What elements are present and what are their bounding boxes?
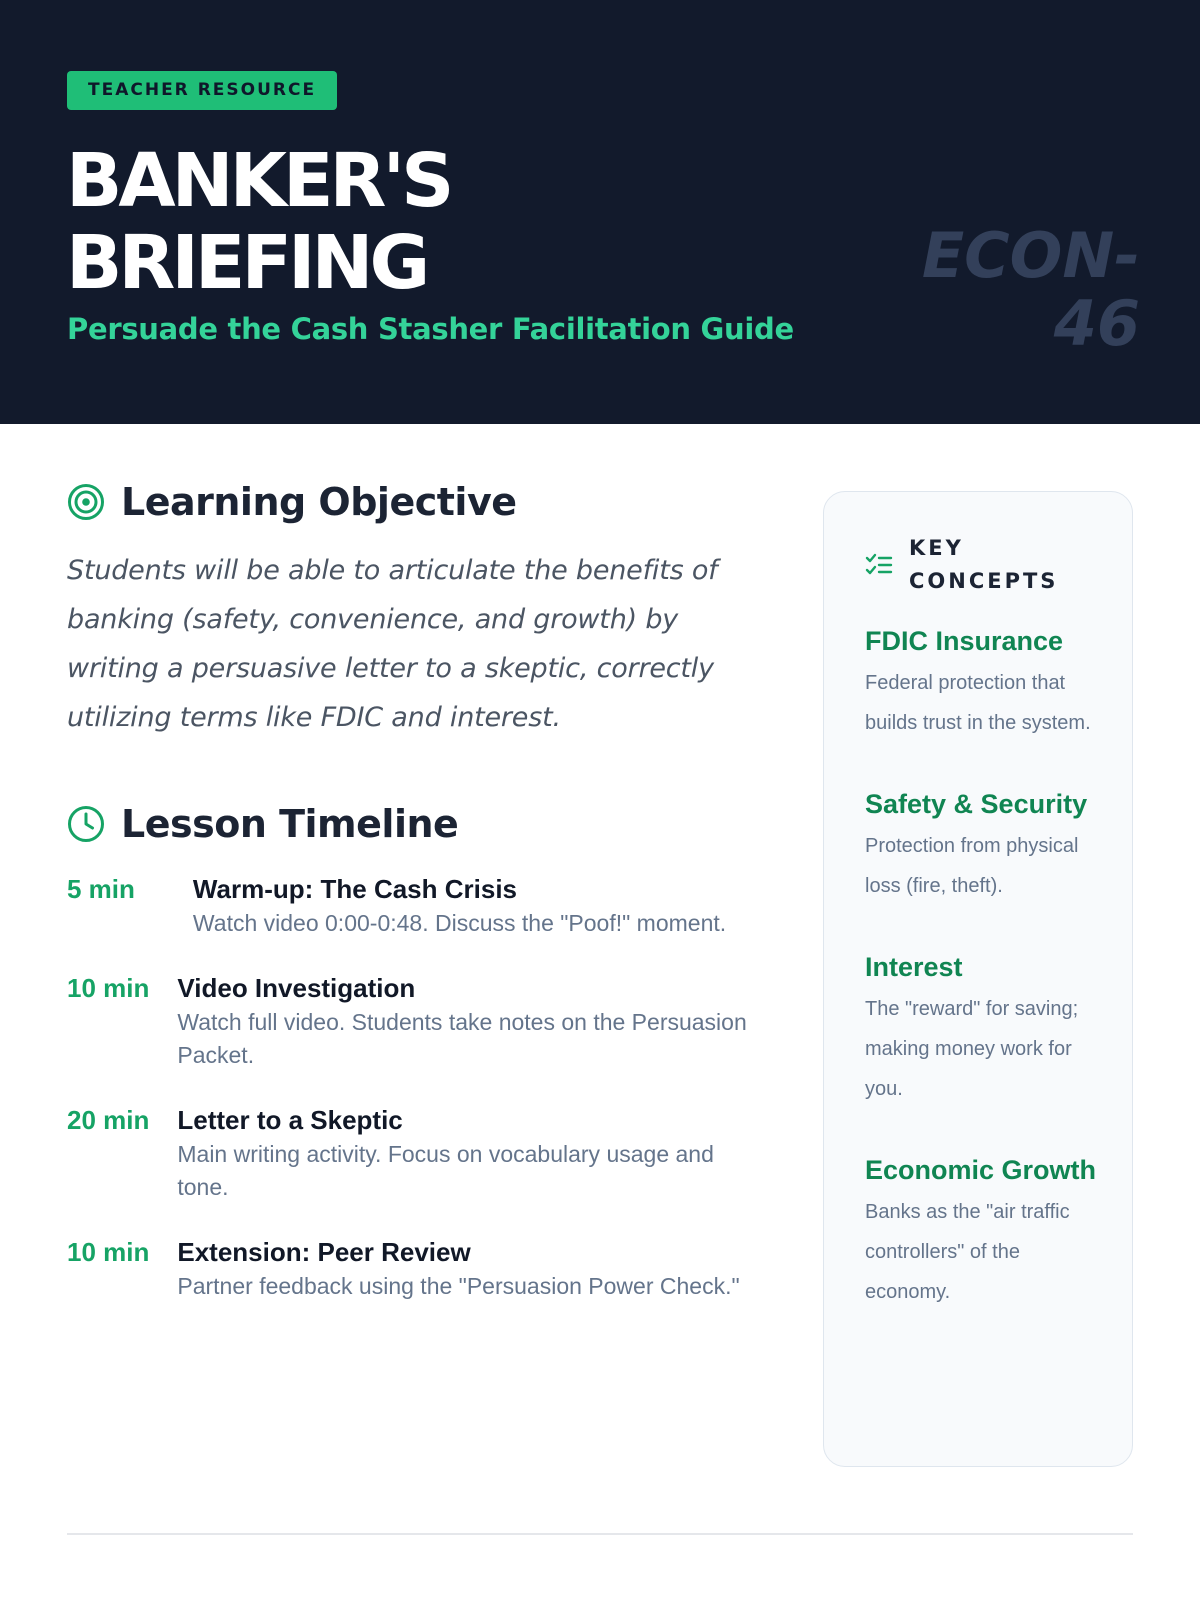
timeline-body	[177, 1235, 767, 1303]
header-banner	[0, 0, 1200, 424]
timeline-title: Warm-up: The Cash Crisis	[192, 874, 518, 904]
concept-list	[865, 621, 1102, 1312]
key-concepts-heading-line-1: KEY	[909, 536, 964, 560]
timeline-description: Watch video 0:00-0:48. Discuss the "Poof!" moment.	[192, 910, 727, 936]
timeline-duration: 10 min	[67, 1237, 150, 1267]
timeline-description: Partner feedback using the "Persuasion Power Check."	[177, 1273, 740, 1299]
footer-divider	[67, 1533, 1133, 1535]
key-concepts-header	[865, 532, 1102, 598]
checklist-icon	[865, 551, 893, 579]
page-title	[66, 140, 450, 304]
objective-text: Students will be able to articulate the benefits of banking (safety, convenience, and growth) by writing a persuasive letter to a skeptic, correctly utilizing terms like FDIC and interest.	[67, 555, 718, 733]
main-column	[67, 480, 767, 1334]
course-code	[880, 219, 1140, 360]
concept-description: Protection from physical loss (fire, theft).	[865, 835, 1079, 897]
timeline-duration: 10 min	[67, 973, 150, 1003]
key-concepts-panel	[823, 491, 1133, 1467]
objective-header	[67, 480, 767, 524]
timeline-description: Watch full video. Students take notes on the Persuasion Packet.	[177, 1009, 747, 1068]
title-line-2: BRIEFING	[66, 220, 427, 306]
target-icon	[67, 483, 105, 521]
concept-title: Safety & Security	[865, 789, 1088, 819]
concept-item	[865, 621, 1102, 743]
concept-description: The "reward" for saving; making money work for you.	[865, 998, 1079, 1100]
timeline-title: Letter to a Skeptic	[177, 1105, 403, 1135]
concept-description: Banks as the "air traffic controllers" of the economy.	[865, 1201, 1070, 1303]
concept-item	[865, 1150, 1102, 1312]
timeline-description: Main writing activity. Focus on vocabulary usage and tone.	[177, 1141, 714, 1200]
timeline-duration: 5 min	[67, 874, 135, 904]
timeline-title: Video Investigation	[177, 973, 416, 1003]
course-code-line-1: ECON-	[921, 219, 1140, 292]
timeline-body	[177, 1103, 767, 1204]
concept-item	[865, 784, 1102, 906]
concept-title: Interest	[865, 952, 963, 982]
timeline-list	[67, 872, 767, 1303]
title-line-1: BANKER'S	[66, 138, 451, 224]
timeline-item	[67, 1103, 767, 1204]
concept-item	[865, 947, 1102, 1109]
key-concepts-heading-line-2: CONCEPTS	[909, 569, 1059, 593]
timeline-item	[67, 872, 767, 940]
timeline-body	[177, 971, 767, 1072]
timeline-header	[67, 802, 767, 846]
timeline-item	[67, 1235, 767, 1303]
timeline-body	[193, 872, 767, 940]
timeline-title: Extension: Peer Review	[177, 1237, 471, 1267]
resource-badge: TEACHER RESOURCE	[67, 71, 337, 110]
timeline-heading: Lesson Timeline	[121, 802, 459, 846]
objective-heading: Learning Objective	[121, 480, 517, 524]
concept-title: Economic Growth	[865, 1155, 1097, 1185]
concept-title: FDIC Insurance	[865, 626, 1064, 656]
course-code-line-2: 46	[1053, 287, 1140, 360]
key-concepts-heading	[909, 532, 1058, 598]
clock-icon	[67, 805, 105, 843]
timeline-duration: 20 min	[67, 1105, 150, 1135]
concept-description: Federal protection that builds trust in the system.	[865, 672, 1091, 734]
page-subtitle: Persuade the Cash Stasher Facilitation Guide	[67, 312, 794, 346]
timeline-item	[67, 971, 767, 1072]
